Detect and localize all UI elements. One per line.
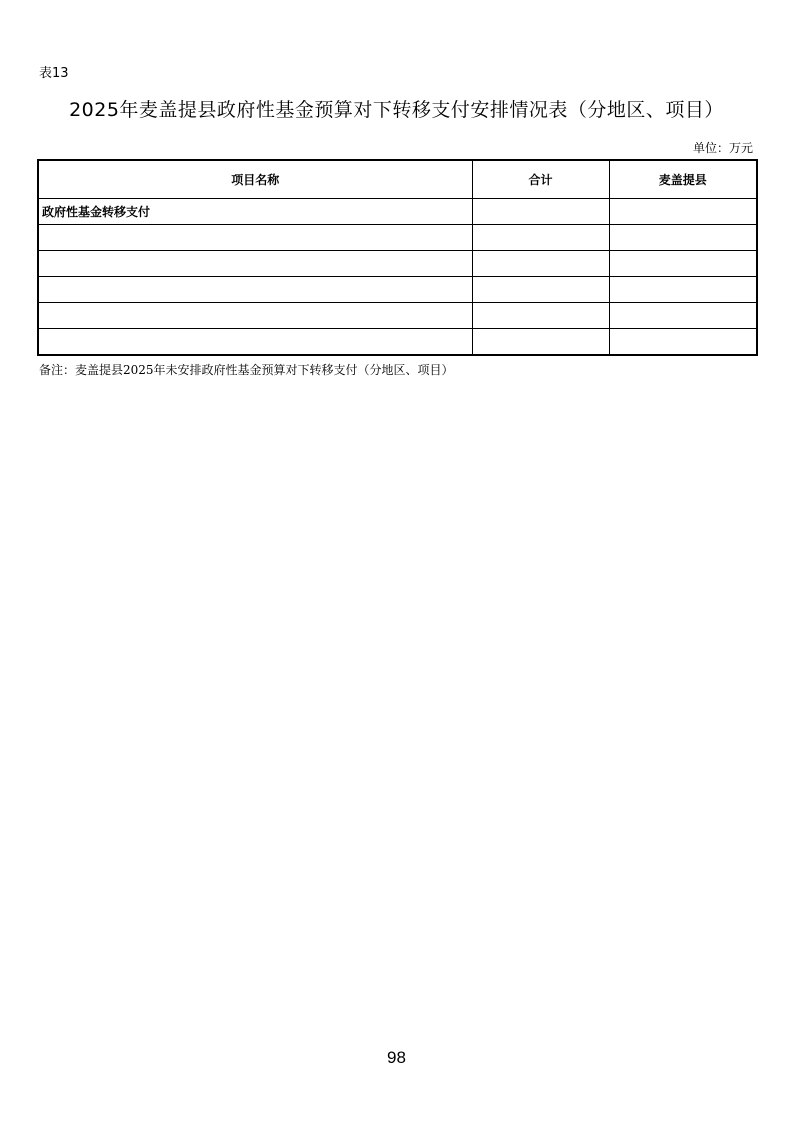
total-cell: [472, 329, 609, 356]
item-name-cell: [38, 329, 472, 356]
county-cell: [609, 329, 757, 356]
item-name-cell: [38, 277, 472, 303]
table-number: 表13: [39, 66, 69, 81]
column-header-total: 合计: [472, 160, 609, 199]
table-header-row: [38, 160, 757, 199]
item-name-cell: [38, 251, 472, 277]
item-name-cell: [38, 225, 472, 251]
total-cell: [472, 199, 609, 225]
county-cell: [609, 225, 757, 251]
table-row: [38, 329, 757, 356]
table-row: [38, 277, 757, 303]
county-cell: [609, 199, 757, 225]
item-name-cell: [38, 303, 472, 329]
table-row: [38, 199, 757, 225]
county-cell: [609, 277, 757, 303]
table-row: [38, 303, 757, 329]
county-cell: [609, 303, 757, 329]
unit-label: 单位：万元: [692, 141, 753, 155]
total-cell: [472, 251, 609, 277]
total-cell: [472, 277, 609, 303]
document-title: 2025年麦盖提县政府性基金预算对下转移支付安排情况表（分地区、项目）: [69, 99, 724, 121]
column-header-item-name: 项目名称: [38, 160, 472, 199]
total-cell: [472, 225, 609, 251]
table-row: [38, 225, 757, 251]
column-header-county: 麦盖提县: [609, 160, 757, 199]
item-name-cell: 政府性基金转移支付: [38, 199, 472, 225]
footnote: 备注：麦盖提县2025年未安排政府性基金预算对下转移支付（分地区、项目）: [39, 363, 454, 377]
county-cell: [609, 251, 757, 277]
transfer-payment-table: [37, 159, 758, 356]
total-cell: [472, 303, 609, 329]
page-number: 98: [387, 1048, 406, 1067]
table-row: [38, 251, 757, 277]
